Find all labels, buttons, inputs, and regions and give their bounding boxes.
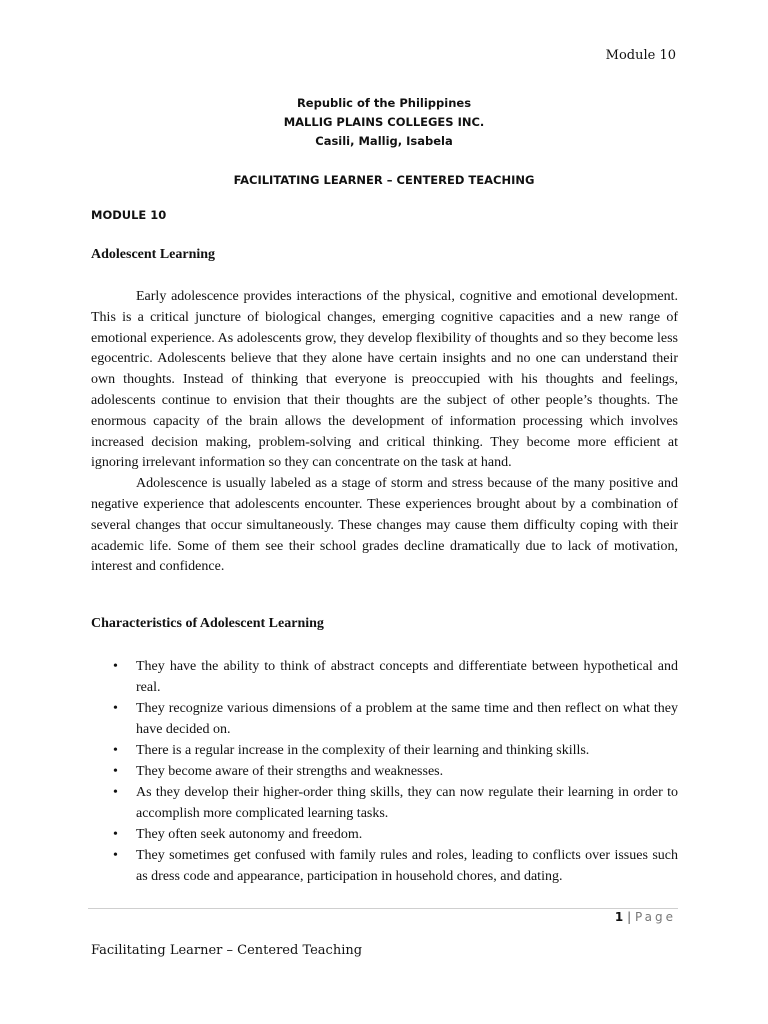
school-name: MALLIG PLAINS COLLEGES INC. xyxy=(283,115,485,129)
course-title: FACILITATING LEARNER – CENTERED TEACHING xyxy=(233,173,535,187)
list-item: • They have the ability to think of abstract concepts and differentiate between hypothetical and real. xyxy=(91,656,678,698)
footer-title: Facilitating Learner – Centered Teaching xyxy=(91,943,363,958)
institution-header xyxy=(0,94,768,151)
characteristics-list xyxy=(91,656,678,887)
country-line: Republic of the Philippines xyxy=(296,96,472,110)
list-item: • As they develop their higher-order thing skills, they can now regulate their learning in order to accomplish more complicated learning tasks. xyxy=(91,782,678,824)
paragraph: Early adolescence provides interactions of the physical, cognitive and emotional development. This is a critical juncture of biological changes, emerging cognitive capacities and a new range of emotional experience. As adolescents grow, they develop flexibility of thoughts and so they become less egocentric. Adolescents believe that they alone have certain insights and no one can understand their own thoughts. Instead of thinking that everyone is preoccupied with his thoughts and feelings, adolescents continue to envision that their thoughts are the subject of other people’s thoughts. The enormous capacity of the brain allows the development of information processing which involves increased decision making, problem-solving and critical thinking. They become more efficient at ignoring irrelevant information so they can concentrate on the task at hand. xyxy=(91,289,678,471)
page-label: Page xyxy=(634,910,676,924)
section-heading-characteristics: Characteristics of Adolescent Learning xyxy=(91,616,324,631)
paragraph: Adolescence is usually labeled as a stage of storm and stress because of the many positive and negative experience that adolescents encounter. These experiences brought about by a combination of several changes that occur simultaneously. These changes may cause them difficulty coping with their academic life. Some of them see their school grades decline dramatically due to lack of motivation, interest and confidence. xyxy=(91,476,678,575)
footer-divider xyxy=(88,908,678,909)
list-item: • They sometimes get confused with family rules and roles, leading to conflicts over issues such as dress code and appearance, participation in household chores, and dating. xyxy=(91,845,678,887)
page-number-value: 1 xyxy=(614,910,624,924)
module-header: Module 10 xyxy=(605,48,676,63)
list-item: • There is a regular increase in the complexity of their learning and thinking skills. xyxy=(91,740,678,761)
section-heading-adolescent-learning: Adolescent Learning xyxy=(91,247,216,262)
list-item: • They become aware of their strengths and weaknesses. xyxy=(91,761,678,782)
page-number-separator: | xyxy=(627,910,632,924)
school-address: Casili, Mallig, Isabela xyxy=(315,134,453,148)
module-label: MODULE 10 xyxy=(91,208,167,222)
page-number xyxy=(615,910,676,924)
list-item: • They recognize various dimensions of a problem at the same time and then reflect on what they have decided on. xyxy=(91,698,678,740)
body-text xyxy=(91,287,678,578)
list-item: • They often seek autonomy and freedom. xyxy=(91,824,678,845)
